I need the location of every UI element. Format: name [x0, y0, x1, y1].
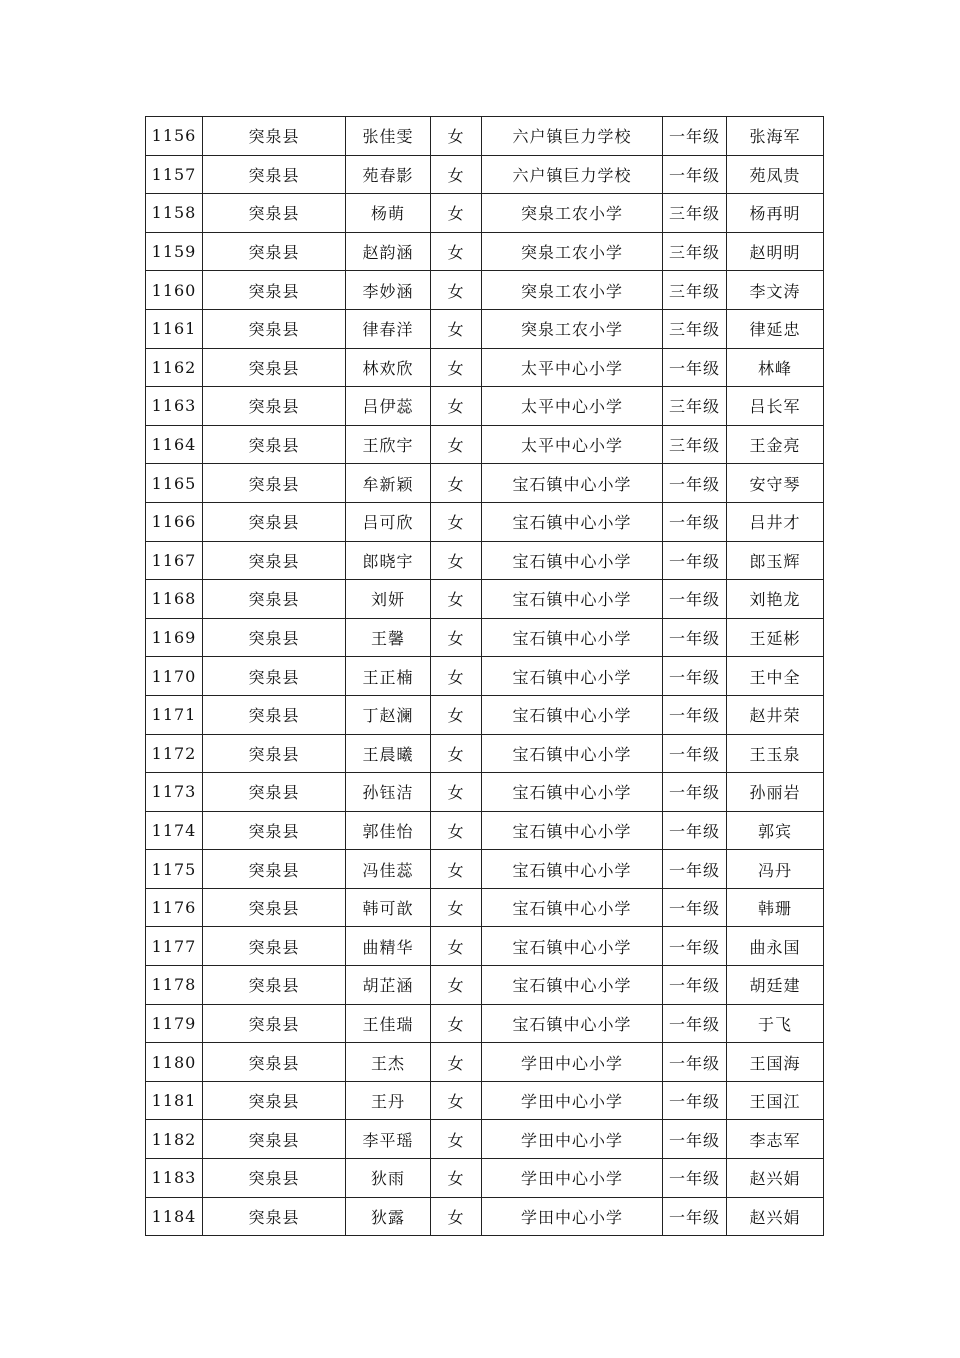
- school-cell: 太平中心小学: [482, 425, 663, 464]
- school-cell: 宝石镇中心小学: [482, 927, 663, 966]
- grade-cell: 一年级: [663, 1081, 727, 1120]
- county-cell: 突泉县: [203, 734, 346, 773]
- school-cell: 太平中心小学: [482, 387, 663, 426]
- gender-cell: 女: [431, 966, 482, 1005]
- county-cell: 突泉县: [203, 117, 346, 156]
- table-row: [146, 966, 824, 1005]
- student-name-cell: 狄露: [346, 1197, 431, 1236]
- county-cell: 突泉县: [203, 387, 346, 426]
- teacher-cell: 曲永国: [727, 927, 824, 966]
- table-row: [146, 155, 824, 194]
- gender-cell: 女: [431, 618, 482, 657]
- school-cell: 宝石镇中心小学: [482, 888, 663, 927]
- table-row: [146, 850, 824, 889]
- county-cell: 突泉县: [203, 695, 346, 734]
- grade-cell: 三年级: [663, 271, 727, 310]
- row-number: 1182: [146, 1120, 203, 1159]
- teacher-cell: 苑凤贵: [727, 155, 824, 194]
- row-number: 1160: [146, 271, 203, 310]
- school-cell: 宝石镇中心小学: [482, 464, 663, 503]
- row-number: 1165: [146, 464, 203, 503]
- grade-cell: 一年级: [663, 1120, 727, 1159]
- table-row: [146, 502, 824, 541]
- grade-cell: 一年级: [663, 348, 727, 387]
- teacher-cell: 冯丹: [727, 850, 824, 889]
- table-row: [146, 811, 824, 850]
- row-number: 1172: [146, 734, 203, 773]
- teacher-cell: 吕井才: [727, 502, 824, 541]
- table-row: [146, 541, 824, 580]
- grade-cell: 一年级: [663, 117, 727, 156]
- grade-cell: 一年级: [663, 541, 727, 580]
- row-number: 1173: [146, 773, 203, 812]
- table-row: [146, 309, 824, 348]
- table-row: [146, 117, 824, 156]
- gender-cell: 女: [431, 155, 482, 194]
- gender-cell: 女: [431, 1081, 482, 1120]
- student-name-cell: 郎晓宇: [346, 541, 431, 580]
- roster-table: [145, 116, 824, 1236]
- grade-cell: 一年级: [663, 1043, 727, 1082]
- gender-cell: 女: [431, 387, 482, 426]
- gender-cell: 女: [431, 1120, 482, 1159]
- row-number: 1157: [146, 155, 203, 194]
- teacher-cell: 赵井荣: [727, 695, 824, 734]
- student-name-cell: 王馨: [346, 618, 431, 657]
- school-cell: 六户镇巨力学校: [482, 117, 663, 156]
- teacher-cell: 王金亮: [727, 425, 824, 464]
- row-number: 1179: [146, 1004, 203, 1043]
- county-cell: 突泉县: [203, 271, 346, 310]
- county-cell: 突泉县: [203, 580, 346, 619]
- school-cell: 宝石镇中心小学: [482, 966, 663, 1005]
- student-name-cell: 李平瑶: [346, 1120, 431, 1159]
- grade-cell: 一年级: [663, 1197, 727, 1236]
- row-number: 1183: [146, 1159, 203, 1198]
- student-name-cell: 赵韵涵: [346, 232, 431, 271]
- student-name-cell: 牟新颖: [346, 464, 431, 503]
- school-cell: 学田中心小学: [482, 1043, 663, 1082]
- school-cell: 六户镇巨力学校: [482, 155, 663, 194]
- gender-cell: 女: [431, 773, 482, 812]
- table-row: [146, 464, 824, 503]
- gender-cell: 女: [431, 657, 482, 696]
- gender-cell: 女: [431, 541, 482, 580]
- gender-cell: 女: [431, 425, 482, 464]
- student-name-cell: 孙钰洁: [346, 773, 431, 812]
- grade-cell: 一年级: [663, 695, 727, 734]
- gender-cell: 女: [431, 927, 482, 966]
- student-name-cell: 王杰: [346, 1043, 431, 1082]
- student-name-cell: 曲精华: [346, 927, 431, 966]
- school-cell: 太平中心小学: [482, 348, 663, 387]
- school-cell: 突泉工农小学: [482, 271, 663, 310]
- teacher-cell: 王延彬: [727, 618, 824, 657]
- teacher-cell: 王中全: [727, 657, 824, 696]
- table-row: [146, 1043, 824, 1082]
- school-cell: 宝石镇中心小学: [482, 695, 663, 734]
- county-cell: 突泉县: [203, 232, 346, 271]
- row-number: 1181: [146, 1081, 203, 1120]
- grade-cell: 一年级: [663, 773, 727, 812]
- county-cell: 突泉县: [203, 618, 346, 657]
- grade-cell: 一年级: [663, 888, 727, 927]
- county-cell: 突泉县: [203, 773, 346, 812]
- teacher-cell: 王国江: [727, 1081, 824, 1120]
- teacher-cell: 赵兴娟: [727, 1197, 824, 1236]
- grade-cell: 三年级: [663, 387, 727, 426]
- student-name-cell: 杨萌: [346, 194, 431, 233]
- county-cell: 突泉县: [203, 425, 346, 464]
- county-cell: 突泉县: [203, 1043, 346, 1082]
- gender-cell: 女: [431, 850, 482, 889]
- teacher-cell: 胡廷建: [727, 966, 824, 1005]
- table-row: [146, 194, 824, 233]
- school-cell: 宝石镇中心小学: [482, 734, 663, 773]
- gender-cell: 女: [431, 811, 482, 850]
- gender-cell: 女: [431, 502, 482, 541]
- county-cell: 突泉县: [203, 888, 346, 927]
- roster-table-body: [146, 117, 824, 1236]
- teacher-cell: 孙丽岩: [727, 773, 824, 812]
- gender-cell: 女: [431, 1159, 482, 1198]
- teacher-cell: 于飞: [727, 1004, 824, 1043]
- row-number: 1180: [146, 1043, 203, 1082]
- teacher-cell: 李志军: [727, 1120, 824, 1159]
- teacher-cell: 韩珊: [727, 888, 824, 927]
- row-number: 1167: [146, 541, 203, 580]
- table-row: [146, 580, 824, 619]
- student-name-cell: 吕伊蕊: [346, 387, 431, 426]
- grade-cell: 一年级: [663, 580, 727, 619]
- grade-cell: 一年级: [663, 811, 727, 850]
- grade-cell: 三年级: [663, 232, 727, 271]
- student-name-cell: 王丹: [346, 1081, 431, 1120]
- student-name-cell: 王佳瑞: [346, 1004, 431, 1043]
- gender-cell: 女: [431, 1043, 482, 1082]
- county-cell: 突泉县: [203, 309, 346, 348]
- table-row: [146, 734, 824, 773]
- grade-cell: 一年级: [663, 618, 727, 657]
- student-name-cell: 律春洋: [346, 309, 431, 348]
- grade-cell: 三年级: [663, 309, 727, 348]
- student-name-cell: 郭佳怡: [346, 811, 431, 850]
- gender-cell: 女: [431, 734, 482, 773]
- gender-cell: 女: [431, 194, 482, 233]
- school-cell: 宝石镇中心小学: [482, 773, 663, 812]
- teacher-cell: 律延忠: [727, 309, 824, 348]
- student-name-cell: 韩可歆: [346, 888, 431, 927]
- grade-cell: 一年级: [663, 657, 727, 696]
- grade-cell: 一年级: [663, 464, 727, 503]
- student-name-cell: 王正楠: [346, 657, 431, 696]
- row-number: 1158: [146, 194, 203, 233]
- school-cell: 宝石镇中心小学: [482, 657, 663, 696]
- gender-cell: 女: [431, 888, 482, 927]
- table-row: [146, 1120, 824, 1159]
- row-number: 1175: [146, 850, 203, 889]
- table-row: [146, 888, 824, 927]
- grade-cell: 一年级: [663, 155, 727, 194]
- gender-cell: 女: [431, 464, 482, 503]
- table-row: [146, 1197, 824, 1236]
- table-row: [146, 348, 824, 387]
- student-name-cell: 丁赵澜: [346, 695, 431, 734]
- student-name-cell: 吕可欣: [346, 502, 431, 541]
- row-number: 1163: [146, 387, 203, 426]
- student-name-cell: 刘妍: [346, 580, 431, 619]
- row-number: 1177: [146, 927, 203, 966]
- teacher-cell: 赵明明: [727, 232, 824, 271]
- county-cell: 突泉县: [203, 541, 346, 580]
- school-cell: 突泉工农小学: [482, 309, 663, 348]
- school-cell: 学田中心小学: [482, 1197, 663, 1236]
- row-number: 1170: [146, 657, 203, 696]
- county-cell: 突泉县: [203, 155, 346, 194]
- row-number: 1171: [146, 695, 203, 734]
- gender-cell: 女: [431, 117, 482, 156]
- grade-cell: 一年级: [663, 927, 727, 966]
- teacher-cell: 杨再明: [727, 194, 824, 233]
- table-row: [146, 271, 824, 310]
- school-cell: 学田中心小学: [482, 1159, 663, 1198]
- teacher-cell: 刘艳龙: [727, 580, 824, 619]
- row-number: 1162: [146, 348, 203, 387]
- student-name-cell: 王欣宇: [346, 425, 431, 464]
- county-cell: 突泉县: [203, 927, 346, 966]
- grade-cell: 一年级: [663, 850, 727, 889]
- teacher-cell: 安守琴: [727, 464, 824, 503]
- gender-cell: 女: [431, 695, 482, 734]
- county-cell: 突泉县: [203, 348, 346, 387]
- teacher-cell: 张海军: [727, 117, 824, 156]
- teacher-cell: 王国海: [727, 1043, 824, 1082]
- grade-cell: 一年级: [663, 734, 727, 773]
- school-cell: 宝石镇中心小学: [482, 580, 663, 619]
- grade-cell: 三年级: [663, 194, 727, 233]
- school-cell: 宝石镇中心小学: [482, 811, 663, 850]
- student-name-cell: 林欢欣: [346, 348, 431, 387]
- teacher-cell: 李文涛: [727, 271, 824, 310]
- school-cell: 宝石镇中心小学: [482, 502, 663, 541]
- county-cell: 突泉县: [203, 966, 346, 1005]
- county-cell: 突泉县: [203, 194, 346, 233]
- table-row: [146, 618, 824, 657]
- grade-cell: 一年级: [663, 1004, 727, 1043]
- student-name-cell: 苑春影: [346, 155, 431, 194]
- row-number: 1164: [146, 425, 203, 464]
- grade-cell: 一年级: [663, 502, 727, 541]
- school-cell: 突泉工农小学: [482, 194, 663, 233]
- table-row: [146, 927, 824, 966]
- school-cell: 宝石镇中心小学: [482, 541, 663, 580]
- student-name-cell: 王晨曦: [346, 734, 431, 773]
- gender-cell: 女: [431, 1197, 482, 1236]
- row-number: 1166: [146, 502, 203, 541]
- row-number: 1159: [146, 232, 203, 271]
- table-row: [146, 1081, 824, 1120]
- student-name-cell: 张佳雯: [346, 117, 431, 156]
- row-number: 1161: [146, 309, 203, 348]
- gender-cell: 女: [431, 232, 482, 271]
- grade-cell: 一年级: [663, 966, 727, 1005]
- county-cell: 突泉县: [203, 1197, 346, 1236]
- row-number: 1176: [146, 888, 203, 927]
- school-cell: 学田中心小学: [482, 1120, 663, 1159]
- county-cell: 突泉县: [203, 850, 346, 889]
- county-cell: 突泉县: [203, 1159, 346, 1198]
- table-row: [146, 425, 824, 464]
- school-cell: 宝石镇中心小学: [482, 1004, 663, 1043]
- school-cell: 宝石镇中心小学: [482, 618, 663, 657]
- table-row: [146, 657, 824, 696]
- grade-cell: 一年级: [663, 1159, 727, 1198]
- student-name-cell: 冯佳蕊: [346, 850, 431, 889]
- county-cell: 突泉县: [203, 1004, 346, 1043]
- row-number: 1168: [146, 580, 203, 619]
- student-name-cell: 狄雨: [346, 1159, 431, 1198]
- teacher-cell: 林峰: [727, 348, 824, 387]
- teacher-cell: 吕长军: [727, 387, 824, 426]
- teacher-cell: 郭宾: [727, 811, 824, 850]
- table-row: [146, 695, 824, 734]
- student-name-cell: 胡芷涵: [346, 966, 431, 1005]
- gender-cell: 女: [431, 271, 482, 310]
- school-cell: 突泉工农小学: [482, 232, 663, 271]
- county-cell: 突泉县: [203, 464, 346, 503]
- county-cell: 突泉县: [203, 502, 346, 541]
- row-number: 1174: [146, 811, 203, 850]
- row-number: 1178: [146, 966, 203, 1005]
- gender-cell: 女: [431, 1004, 482, 1043]
- county-cell: 突泉县: [203, 1081, 346, 1120]
- table-row: [146, 1159, 824, 1198]
- teacher-cell: 王玉泉: [727, 734, 824, 773]
- county-cell: 突泉县: [203, 1120, 346, 1159]
- gender-cell: 女: [431, 348, 482, 387]
- county-cell: 突泉县: [203, 657, 346, 696]
- grade-cell: 三年级: [663, 425, 727, 464]
- teacher-cell: 赵兴娟: [727, 1159, 824, 1198]
- school-cell: 宝石镇中心小学: [482, 850, 663, 889]
- teacher-cell: 郎玉辉: [727, 541, 824, 580]
- table-row: [146, 387, 824, 426]
- table-row: [146, 232, 824, 271]
- row-number: 1184: [146, 1197, 203, 1236]
- row-number: 1169: [146, 618, 203, 657]
- gender-cell: 女: [431, 580, 482, 619]
- row-number: 1156: [146, 117, 203, 156]
- gender-cell: 女: [431, 309, 482, 348]
- county-cell: 突泉县: [203, 811, 346, 850]
- school-cell: 学田中心小学: [482, 1081, 663, 1120]
- student-name-cell: 李妙涵: [346, 271, 431, 310]
- table-row: [146, 773, 824, 812]
- table-row: [146, 1004, 824, 1043]
